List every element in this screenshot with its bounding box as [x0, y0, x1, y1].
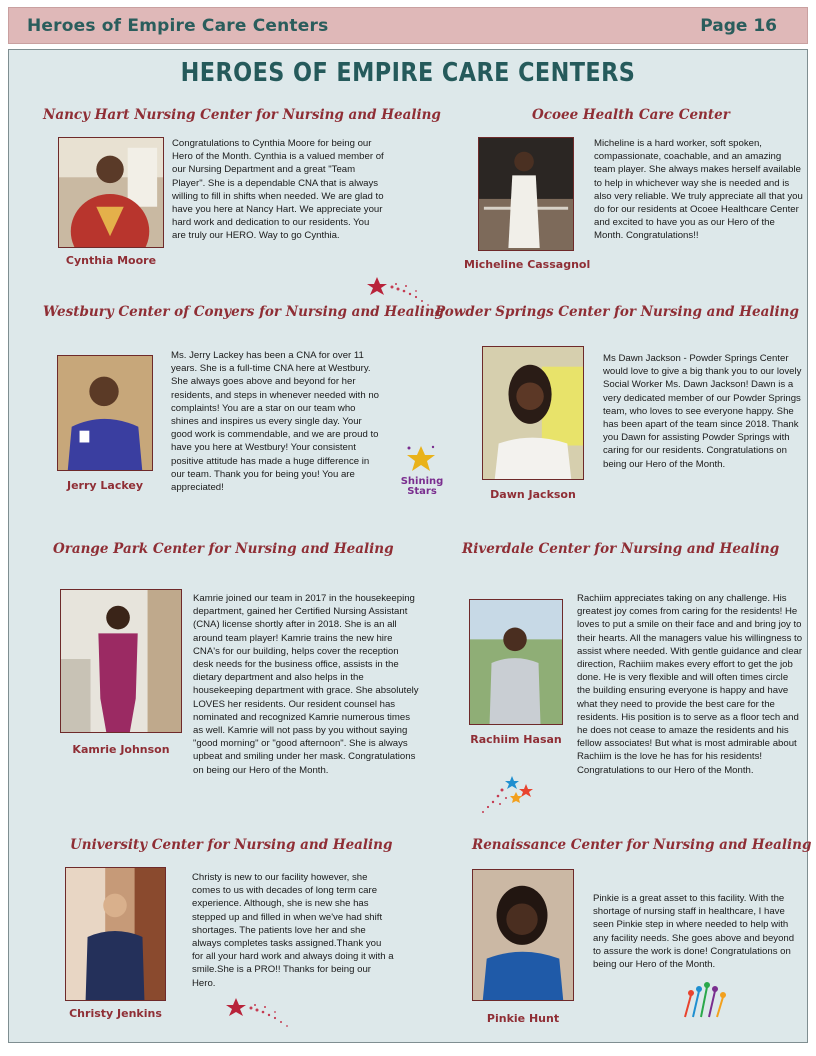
- shooting-star-icon: [225, 996, 295, 1032]
- hero-photo: [472, 869, 574, 1001]
- hero-photo: [478, 137, 574, 251]
- facility-title: Renaissance Center for Nursing and Healing: [472, 837, 812, 853]
- hero-photo: [469, 599, 563, 725]
- hero-description: Kamrie joined our team in 2017 in the housekeeping department, gained her Certified Nursing Assistant (CNA) license shortly after in 2018. She is an all around team player! Kamrie trains the new hire CNA's for our building, helps cover the reception desk needs for the business office, assists in the dietary department and also helps in the housekeeping department with grace. She absolutely LOVES her residents. Our resident counsel has nominated and recognized Kamrie numerous times as well. Kamrie will not pass by you without saying "good morning" or "good afternoon". She is always upbeat and smiling under her mask. Congratulations on being our Hero of the Month.: [193, 593, 419, 776]
- hero-name: Rachiim Hasan: [470, 733, 562, 746]
- hero-photo: [60, 589, 182, 733]
- hero-description: Rachiim appreciates taking on any challenge. His greatest joy comes from caring for the residents! He loves to put a smile on their face and and bring joy to their hearts. All the managers value his willingness to assist where needed. With gentle guidance and clear direction, Rachiim makes every effort to get the job done. He is very flexible and will often times circle the building ensuring everyone is happy and have what they need to provide the best care for the residents. His position is to serve as a floor tech and he does not cease to amaze the residents and his fellow associates! But what is most admirable about Rachiim is the love he has for his residents! Congratulations to our Hero of the Month.: [577, 593, 803, 776]
- newsletter-title: Heroes of Empire Care Centers: [27, 16, 329, 36]
- hero-name: Dawn Jackson: [490, 488, 576, 501]
- page-title: HEROES OF EMPIRE CARE CENTERS: [180, 58, 636, 88]
- hero-description: Christy is new to our facility however, she comes to us with decades of long term care experience. Although, she is new she has stepped up and filled in when we've had shift shortages. The patients love her and she always completes tasks assigned.Thank you for all your hard work and always doing it with a smile.She is a PRO!! Thanks for being our Hero.: [192, 872, 394, 989]
- colorful-stars-icon: [476, 774, 540, 818]
- hero-name: Jerry Lackey: [66, 479, 143, 492]
- facility-title: Orange Park Center for Nursing and Healing: [53, 541, 394, 557]
- hero-name: Christy Jenkins: [69, 1007, 162, 1020]
- hero-name: Cynthia Moore: [65, 254, 157, 267]
- facility-title: Westbury Center of Conyers for Nursing and Healing: [43, 304, 444, 320]
- hero-name: Micheline Cassagnol: [464, 258, 591, 271]
- hero-photo: [65, 867, 166, 1001]
- hero-name: Pinkie Hunt: [486, 1012, 560, 1025]
- hero-photo: [482, 346, 584, 480]
- hero-description: Ms Dawn Jackson - Powder Springs Center would love to give a big thank you to our lovely Social Worker Ms. Dawn Jackson! Dawn is a very dedicated member of our Powder Springs team, who loves to see everyone happy. She has been apart of the team since 2018. Thank you Dawn for assisting Powder Springs with caring for our residents. Congratulations on being our Hero of the Month.: [603, 353, 802, 470]
- stars-text: Stars: [407, 486, 437, 497]
- facility-title: Ocoee Health Care Center: [532, 107, 730, 123]
- header-bar: [8, 7, 808, 44]
- hero-description: Ms. Jerry Lackey has been a CNA for over 11 years. She is a full-time CNA here at Westbury. She always goes above and beyond for her residents, and steps in whenever needed with no complaints! You are a star on our team who shines and inspires us every single day. Your good work is commendable, and we are proud to have you here at Westbury! Your consistent positive attitude has made a huge difference in our team. Thank you for being you! You are appreciated!: [171, 350, 379, 494]
- hero-description: Pinkie is a great asset to this facility. With the shortage of nursing staff in healthcare, I have seen Pinkie step in where needed to help with any facility needs. She goes above and beyond to assure the work is done! Congratulations on being our Hero of the Month.: [593, 893, 795, 971]
- page-number: Page 16: [700, 16, 777, 36]
- facility-title: Powder Springs Center for Nursing and Healing: [435, 304, 799, 320]
- fireworks-icon: [677, 977, 733, 1019]
- hero-description: Micheline is a hard worker, soft spoken, compassionate, coachable, and an amazing team player. She always makes herself available to help in whichever way she is needed and is also very reliable. We truly appreciate all that you do for our residents at Ocoee Healthcare Center and excited to have you as our Hero of the Month. Congratulations!!: [594, 138, 803, 242]
- facility-title: Nancy Hart Nursing Center for Nursing and Healing: [43, 107, 441, 123]
- hero-name: Kamrie Johnson: [72, 743, 170, 756]
- hero-description: Congratulations to Cynthia Moore for being our Hero of the Month. Cynthia is a valued member of our Nursing Department and a great "Team Player". She is a dependable CNA that is always willing to fill in shifts when needed. We are glad to have you here at Nancy Hart. We appreciate your hard work and dedication to our residents. You are truly our HERO. Way to go Cynthia.: [172, 138, 384, 242]
- shining-star-icon: [404, 444, 438, 476]
- facility-title: University Center for Nursing and Healing: [70, 837, 393, 853]
- hero-photo: [57, 355, 153, 471]
- facility-title: Riverdale Center for Nursing and Healing: [462, 541, 780, 557]
- shining-text: Shining: [400, 476, 444, 487]
- hero-photo: [58, 137, 164, 248]
